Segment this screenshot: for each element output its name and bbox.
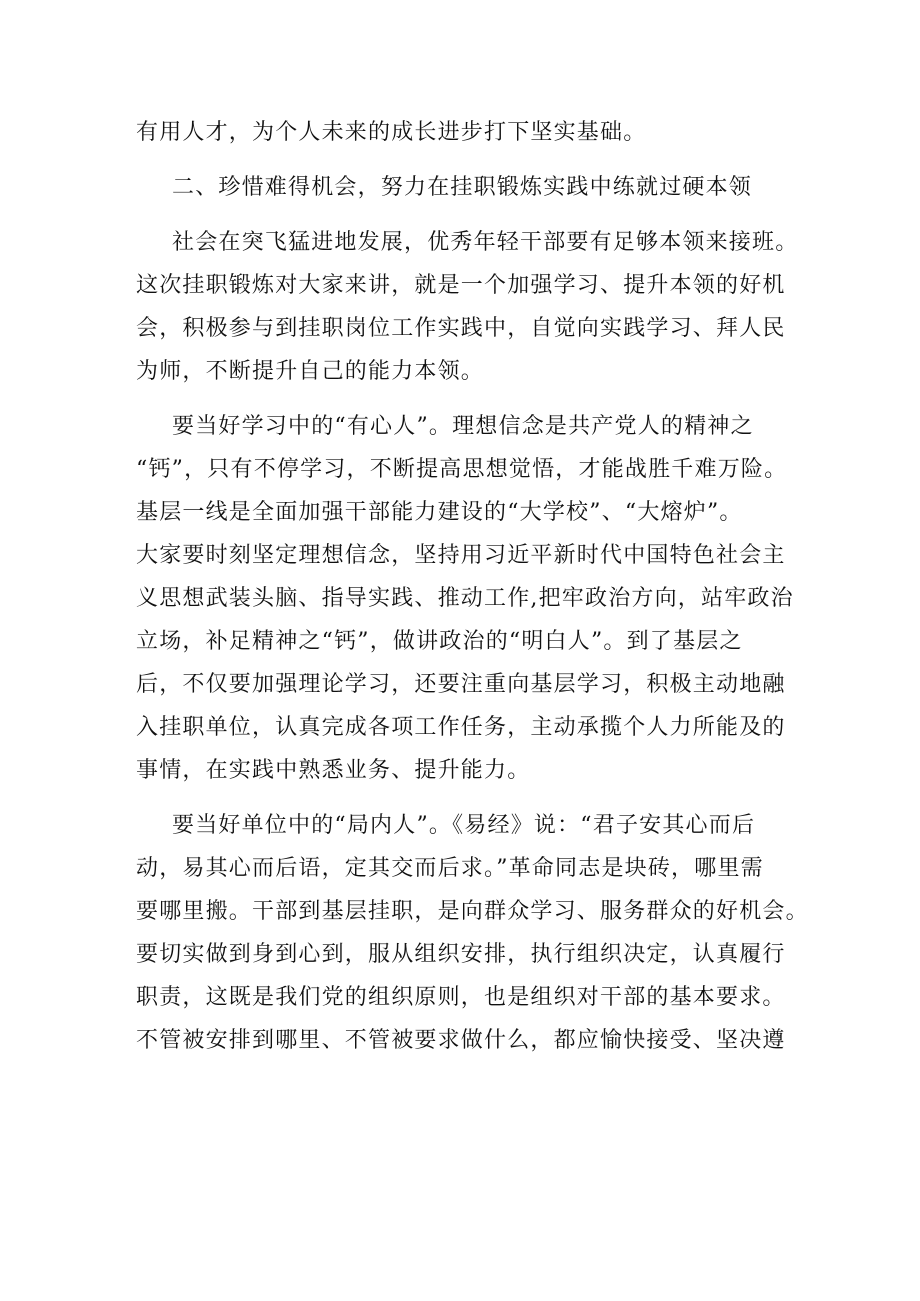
text-line: 要当好单位中的“局内人”。《易经》说：“君子安其心而后 (172, 813, 756, 838)
text-line: 要切实做到身到心到，服从组织安排，执行组织决定，认真履行 (136, 942, 786, 967)
section-heading (136, 166, 796, 209)
text-line: 不管被安排到哪里、不管被要求做什么，都应愉快接受、坚决遵 (136, 1028, 786, 1053)
paragraph-2 (136, 405, 796, 792)
text-line: 要哪里搬。干部到基层挂职，是向群众学习、服务群众的好机会。 (136, 899, 809, 924)
text-line: 为师，不断提升自己的能力本领。 (136, 359, 485, 384)
text-line: “钙”，只有不停学习，不断提高思想觉悟，才能战胜千难万险。 (136, 457, 788, 482)
text-line: 动，易其心而后语，定其交而后求。”革命同志是块砖，哪里需 (136, 856, 764, 881)
text-line: 立场，补足精神之“钙”，做讲政治的“明白人”。到了基层之 (136, 629, 743, 654)
text-line: 有用人才，为个人未来的成长进步打下坚实基础。 (136, 120, 647, 145)
paragraph-3 (136, 804, 809, 1062)
text-line: 入挂职单位，认真完成各项工作任务，主动承揽个人力所能及的 (136, 715, 786, 740)
text-line: 要当好学习中的“有心人”。理想信念是共产党人的精神之 (172, 414, 754, 439)
body-text (136, 111, 809, 1062)
paragraph-1 (136, 221, 799, 393)
paragraph-continuation (136, 111, 796, 154)
heading-line: 二、珍惜难得机会，努力在挂职锻炼实践中练就过硬本领 (172, 175, 753, 200)
text-line: 后，不仅要加强理论学习，还要注重向基层学习，积极主动地融 (136, 672, 786, 697)
text-line: 会，积极参与到挂职岗位工作实践中，自觉向实践学习、拜人民 (136, 316, 786, 341)
text-line: 基层一线是全面加强干部能力建设的“大学校”、“大熔炉”。 (136, 500, 743, 525)
text-line: 职责，这既是我们党的组织原则，也是组织对干部的基本要求。 (136, 985, 786, 1010)
text-line: 事情，在实践中熟悉业务、提升能力。 (136, 758, 531, 783)
text-line: 社会在突飞猛进地发展，优秀年轻干部要有足够本领来接班。 (172, 230, 799, 255)
text-line: 大家要时刻坚定理想信念，坚持用习近平新时代中国特色社会主 (136, 543, 786, 568)
text-line: 义思想武装头脑、指导实践、推动工作,把牢政治方向，站牢政治 (136, 586, 794, 611)
text-line: 这次挂职锻炼对大家来讲，就是一个加强学习、提升本领的好机 (136, 273, 786, 298)
